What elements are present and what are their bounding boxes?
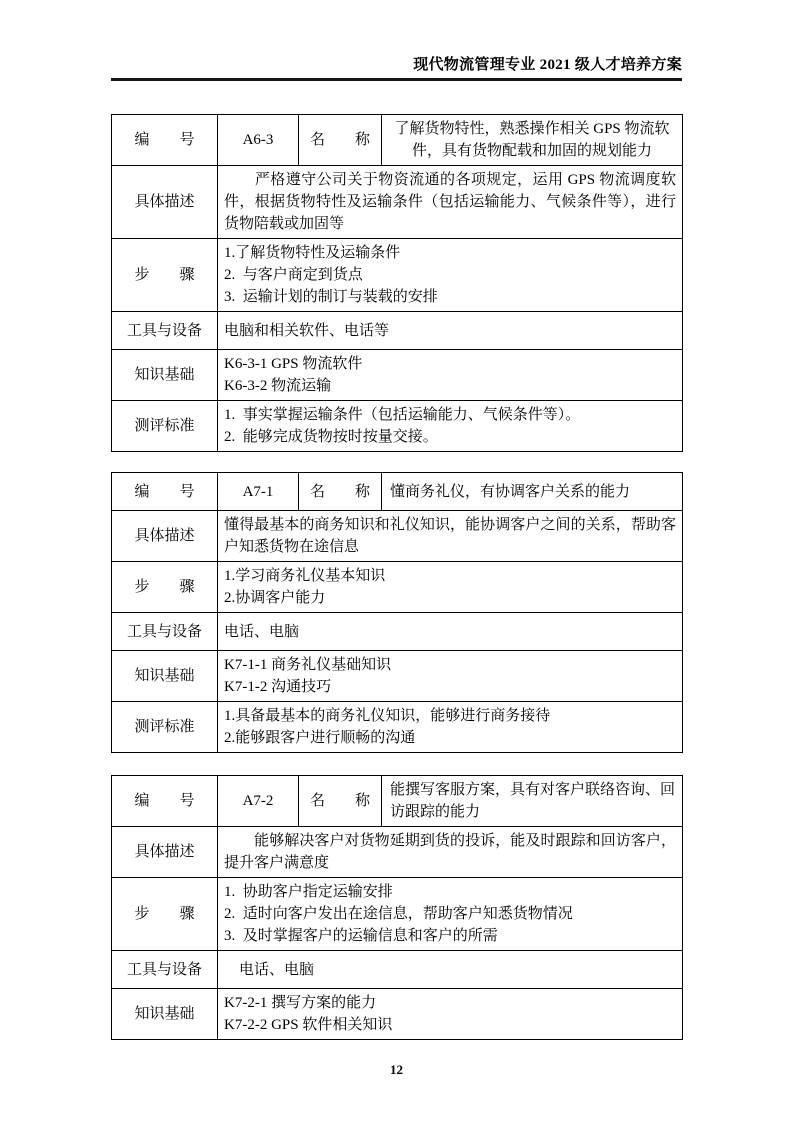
steps-value: [218, 239, 683, 312]
knowledge-label: 知识基础: [112, 989, 218, 1040]
description-label: 具体描述: [112, 166, 218, 239]
name-label: 名 称: [299, 473, 382, 511]
step-item: 1.了解货物特性及运输条件: [224, 245, 401, 261]
step-item: 3. 运输计划的制订与装载的安排: [224, 289, 438, 305]
knowledge-value: [218, 989, 683, 1040]
description-text: 懂得最基本的商务知识和礼仪知识，能协调客户之间的关系，帮助客户知悉货物在途信息: [224, 517, 676, 555]
step-item: 1.学习商务礼仪基本知识: [224, 568, 386, 584]
name-value: 能撰写客服方案，具有对客户联络咨询、回访跟踪的能力: [382, 776, 683, 827]
tools-label: 工具与设备: [112, 312, 218, 350]
description-value: [218, 511, 683, 562]
page-content: [111, 0, 682, 1040]
competency-table-a7-2: [111, 775, 683, 1040]
code-label: 编 号: [112, 473, 218, 511]
evaluation-value: [218, 702, 683, 753]
table-row: [112, 651, 683, 702]
table-row: [112, 401, 683, 452]
tools-text: 电脑和相关软件、电话等: [224, 322, 390, 339]
evaluation-item: 2. 能够完成货物按时按量交接。: [224, 429, 438, 445]
table-row: [112, 613, 683, 651]
knowledge-value: [218, 651, 683, 702]
table-row: [112, 827, 683, 878]
evaluation-item: 1. 事实掌握运输条件（包括运输能力、气候条件等）。: [224, 407, 581, 423]
description-label: 具体描述: [112, 511, 218, 562]
name-value: 懂商务礼仪，有协调客户关系的能力: [382, 473, 683, 511]
description-value: [218, 166, 683, 239]
description-value: [218, 827, 683, 878]
name-label: 名 称: [299, 115, 382, 166]
table-row: [112, 511, 683, 562]
steps-value: [218, 562, 683, 613]
code-label: 编 号: [112, 115, 218, 166]
page-number: 12: [390, 1062, 403, 1077]
document-title: 现代物流管理专业 2021 级人才培养方案: [413, 57, 682, 73]
knowledge-item: K6-3-2 物流运输: [224, 378, 332, 394]
header-rule: [111, 78, 682, 81]
step-item: 2.协调客户能力: [224, 590, 326, 606]
knowledge-label: 知识基础: [112, 651, 218, 702]
code-label: 编 号: [112, 776, 218, 827]
knowledge-item: K7-1-1 商务礼仪基础知识: [224, 657, 392, 673]
knowledge-item: K7-2-2 GPS 软件相关知识: [224, 1017, 393, 1033]
table-row: [112, 350, 683, 401]
tools-text: 电话、电脑: [224, 961, 315, 978]
step-item: 1. 协助客户指定运输安排: [224, 884, 393, 900]
tools-value: [218, 613, 683, 651]
knowledge-item: K7-2-1 撰写方案的能力: [224, 995, 377, 1011]
knowledge-value: [218, 350, 683, 401]
evaluation-value: [218, 401, 683, 452]
steps-label: 步 骤: [112, 878, 218, 951]
table-row: [112, 166, 683, 239]
steps-value: [218, 878, 683, 951]
description-text: 严格遵守公司关于物资流通的各项规定，运用 GPS 物流调度软件，根据货物特性及运输条件（包括运输能力、气候条件等），进行货物陪载或加固等: [224, 172, 676, 232]
code-value: A7-1: [218, 473, 299, 511]
knowledge-item: K6-3-1 GPS 物流软件: [224, 356, 363, 372]
tools-value: [218, 951, 683, 989]
name-value: 了解货物特性，熟悉操作相关 GPS 物流软件，具有货物配载和加固的规划能力: [382, 115, 683, 166]
tools-value: [218, 312, 683, 350]
step-item: 2. 适时向客户发出在途信息，帮助客户知悉货物情况: [224, 906, 573, 922]
table-row: [112, 951, 683, 989]
description-text: 能够解决客户对货物延期到货的投诉，能及时跟踪和回访客户，提升客户满意度: [224, 833, 676, 871]
competency-table-a7-1: [111, 472, 683, 753]
table-row: [112, 878, 683, 951]
steps-label: 步 骤: [112, 239, 218, 312]
table-row: [112, 312, 683, 350]
code-value: A7-2: [218, 776, 299, 827]
table-row: [112, 473, 683, 511]
tools-label: 工具与设备: [112, 613, 218, 651]
competency-table-a6-3: [111, 114, 683, 452]
table-row: [112, 776, 683, 827]
name-label: 名 称: [299, 776, 382, 827]
table-row: [112, 239, 683, 312]
knowledge-label: 知识基础: [112, 350, 218, 401]
page-header: [111, 0, 682, 81]
evaluation-item: 2.能够跟客户进行顺畅的沟通: [224, 730, 416, 746]
evaluation-item: 1.具备最基本的商务礼仪知识，能够进行商务接待: [224, 708, 551, 724]
table-row: [112, 115, 683, 166]
step-item: 3. 及时掌握客户的运输信息和客户的所需: [224, 928, 498, 944]
table-row: [112, 702, 683, 753]
evaluation-label: 测评标准: [112, 401, 218, 452]
knowledge-item: K7-1-2 沟通技巧: [224, 679, 332, 695]
table-row: [112, 989, 683, 1040]
code-value: A6-3: [218, 115, 299, 166]
description-label: 具体描述: [112, 827, 218, 878]
steps-label: 步 骤: [112, 562, 218, 613]
step-item: 2. 与客户商定到货点: [224, 267, 363, 283]
tools-label: 工具与设备: [112, 951, 218, 989]
tools-text: 电话、电脑: [224, 623, 300, 640]
evaluation-label: 测评标准: [112, 702, 218, 753]
table-row: [112, 562, 683, 613]
